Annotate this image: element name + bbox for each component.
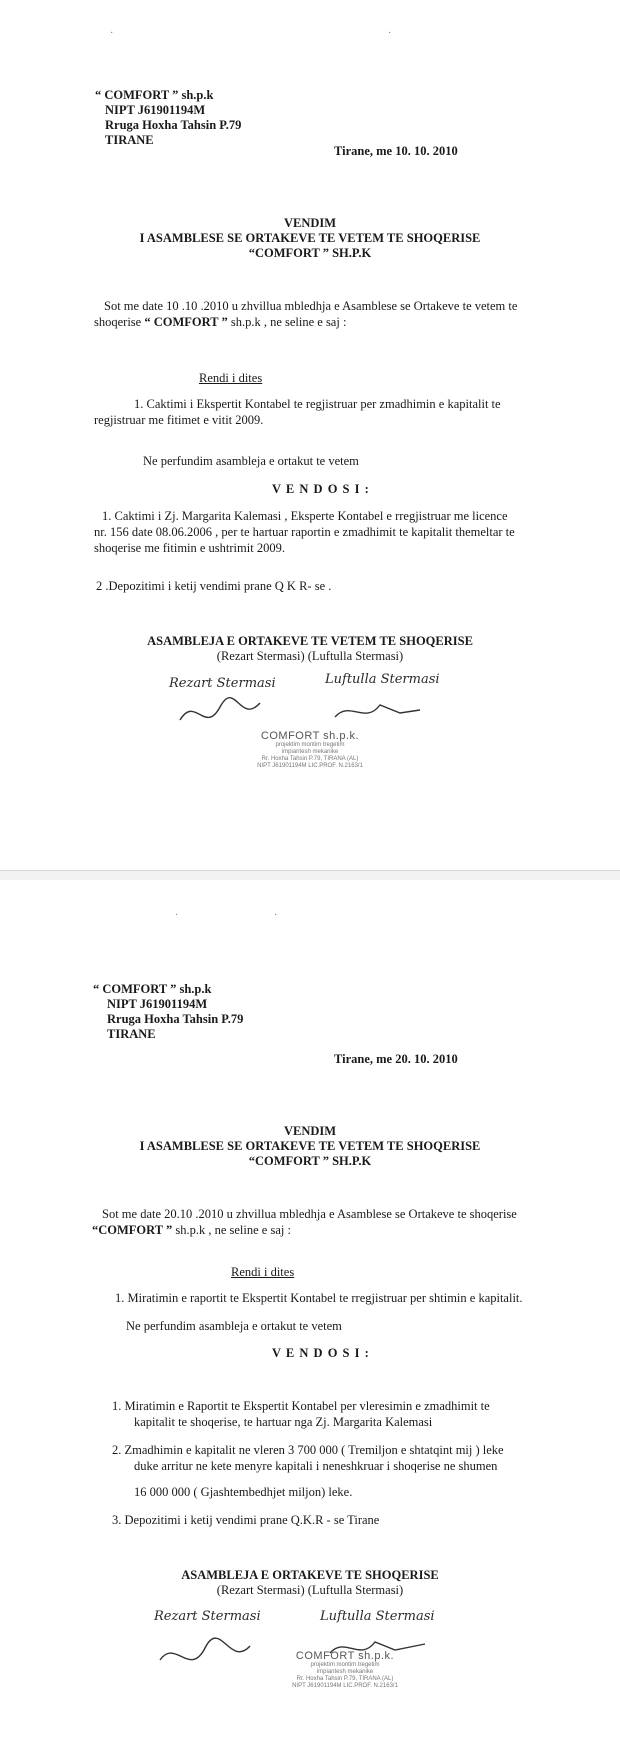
scan-mark: · xyxy=(388,28,392,39)
agenda-heading: Rendi i dites xyxy=(231,1265,295,1279)
decision-line: nr. 156 date 08.06.2006 , per te hartuar raportin e zmadhimit te kapitalit themeltar te xyxy=(94,525,515,539)
stamp-line: NIPT J61901194M LIC.PROF. N.2163/1 xyxy=(292,1683,398,1689)
document-date: Tirane, me 20. 10. 2010 xyxy=(334,1052,458,1066)
agenda-line: 1. Caktimi i Ekspertit Kontabel te regjistruar per zmadhimin e kapitalit te xyxy=(134,397,501,411)
signatories: (Rezart Stermasi) (Luftulla Stermasi) xyxy=(216,649,404,663)
intro-line xyxy=(94,314,534,330)
stamp-line: Rr. Hoxha Tahsin P.79, TIRANA (AL) xyxy=(261,756,359,762)
stamp-line: NIPT J61901194M LIC.PROF. N.2163/1 xyxy=(257,763,363,769)
intro-line: Sot me date 10 .10 .2010 u zhvillua mbledhja e Asamblese se Ortakeve te vetem te xyxy=(104,299,518,313)
title-vendim: VENDIM xyxy=(283,216,337,230)
decision-1 xyxy=(112,1398,542,1430)
document-date: Tirane, me 10. 10. 2010 xyxy=(334,144,458,158)
decision-2 xyxy=(112,1442,542,1500)
decision-1 xyxy=(94,508,540,556)
intro-line xyxy=(92,1222,538,1238)
signature-scribble-right xyxy=(335,705,420,717)
decision-line: 16 000 000 ( Gjashtembedhjet miljon) leke. xyxy=(134,1485,353,1499)
stamp-line: impiantesh mekanike xyxy=(316,1669,374,1675)
scan-mark: · xyxy=(175,910,179,921)
document-title xyxy=(0,1124,620,1169)
scan-mark: · xyxy=(110,28,114,39)
signature-text-right: Luftulla Stermasi xyxy=(320,1609,435,1624)
assembly-block xyxy=(120,634,500,664)
decides-heading: V E N D O S I : xyxy=(272,482,370,496)
assembly-title: ASAMBLEJA E ORTAKEVE TE VETEM TE SHOQERISE xyxy=(147,634,473,648)
stamp-line: projektim montim tregetim xyxy=(275,742,345,748)
agenda-item xyxy=(94,396,534,428)
stamp-line: impiantesh mekanike xyxy=(281,749,339,755)
signature-scribble-left xyxy=(160,1638,250,1660)
letterhead xyxy=(93,982,243,1042)
assembly-title: ASAMBLEJA E ORTAKEVE TE SHOQERISE xyxy=(181,1568,439,1582)
title-asamblese: I ASAMBLESE SE ORTAKEVE TE VETEM TE SHOQERISE xyxy=(139,231,481,245)
agenda-item: 1. Miratimin e raportit te Ekspertit Kontabel te rregjistruar per shtimin e kapitalit. xyxy=(115,1291,523,1305)
company-address: Rruga Hoxha Tahsin P.79 xyxy=(107,1012,244,1026)
decision-line: 2. Zmadhimin e kapitalit ne vleren 3 700 000 ( Tremiljon e shtatqint mij ) leke xyxy=(112,1443,504,1457)
signatories: (Rezart Stermasi) (Luftulla Stermasi) xyxy=(216,1583,404,1597)
document-page-1 xyxy=(0,0,620,870)
title-company: “COMFORT ” SH.P.K xyxy=(248,246,372,260)
decision-line: kapitalit te shoqerise, te hartuar nga Zj. Margarita Kalemasi xyxy=(134,1415,433,1429)
title-asamblese: I ASAMBLESE SE ORTAKEVE TE VETEM TE SHOQERISE xyxy=(139,1139,481,1153)
company-city: TIRANE xyxy=(105,133,154,147)
company-stamp xyxy=(270,1650,420,1690)
intro-text: shoqerise xyxy=(94,315,145,329)
stamp-line: Rr. Hoxha Tahsin P.79, TIRANA (AL) xyxy=(296,1676,394,1682)
decision-list xyxy=(112,1398,542,1528)
agenda-line: regjistruar me fitimet e vitit 2009. xyxy=(94,413,264,427)
decision-line: 1. Miratimin e Raportit te Ekspertit Kontabel per vleresimin e zmadhimit te xyxy=(112,1399,490,1413)
stamp-name: COMFORT sh.p.k. xyxy=(260,730,360,742)
company-name: “ COMFORT ” sh.p.k xyxy=(95,88,214,102)
company-address: Rruga Hoxha Tahsin P.79 xyxy=(105,118,242,132)
stamp-name: COMFORT sh.p.k. xyxy=(295,1650,395,1662)
intro-company: “COMFORT ” xyxy=(92,1223,173,1237)
conclusion-text: Ne perfundim asambleja e ortakut te vetem xyxy=(126,1319,342,1333)
decision-3: 3. Depozitimi i ketij vendimi prane Q.K.R - se Tirane xyxy=(112,1513,380,1527)
decision-2: 2 .Depozitimi i ketij vendimi prane Q K R- se . xyxy=(96,579,332,593)
company-city: TIRANE xyxy=(107,1027,156,1041)
decision-line: duke arritur ne kete menyre kapitali i neneshkruar i shoqerise ne shumen xyxy=(134,1459,498,1473)
title-vendim: VENDIM xyxy=(283,1124,337,1138)
signature-scribble-left xyxy=(180,698,260,720)
company-name: “ COMFORT ” sh.p.k xyxy=(93,982,212,996)
document-page-2 xyxy=(0,880,620,1752)
signature-text-right: Luftulla Stermasi xyxy=(325,672,440,687)
assembly-block xyxy=(120,1568,500,1598)
decision-line: 1. Caktimi i Zj. Margarita Kalemasi , Eksperte Kontabel e rregjistruar me licence xyxy=(102,509,508,523)
decision-line: shoqerise me fitimin e ushtrimit 2009. xyxy=(94,541,285,555)
intro-paragraph xyxy=(94,298,534,330)
stamp-line: projektim montim tregetim xyxy=(310,1662,380,1668)
signature-text-left: Rezart Stermasi xyxy=(154,1609,261,1624)
company-stamp xyxy=(240,730,380,770)
intro-company: “ COMFORT ” xyxy=(144,315,228,329)
intro-paragraph xyxy=(92,1206,538,1238)
conclusion-text: Ne perfundim asambleja e ortakut te vetem xyxy=(143,454,359,468)
intro-text: sh.p.k , ne seline e saj : xyxy=(172,1223,291,1237)
intro-line: Sot me date 20.10 .2010 u zhvillua mbledhja e Asamblese se Ortakeve te shoqerise xyxy=(102,1207,517,1221)
document-title xyxy=(0,216,620,261)
letterhead xyxy=(95,88,241,148)
company-nipt: NIPT J61901194M xyxy=(107,997,208,1011)
intro-text: sh.p.k , ne seline e saj : xyxy=(227,315,347,329)
agenda-heading: Rendi i dites xyxy=(199,371,263,385)
company-nipt: NIPT J61901194M xyxy=(105,103,206,117)
signature-text-left: Rezart Stermasi xyxy=(169,676,276,691)
scan-mark: · xyxy=(274,910,278,921)
title-company: “COMFORT ” SH.P.K xyxy=(248,1154,372,1168)
decides-heading: V E N D O S I : xyxy=(272,1346,370,1360)
